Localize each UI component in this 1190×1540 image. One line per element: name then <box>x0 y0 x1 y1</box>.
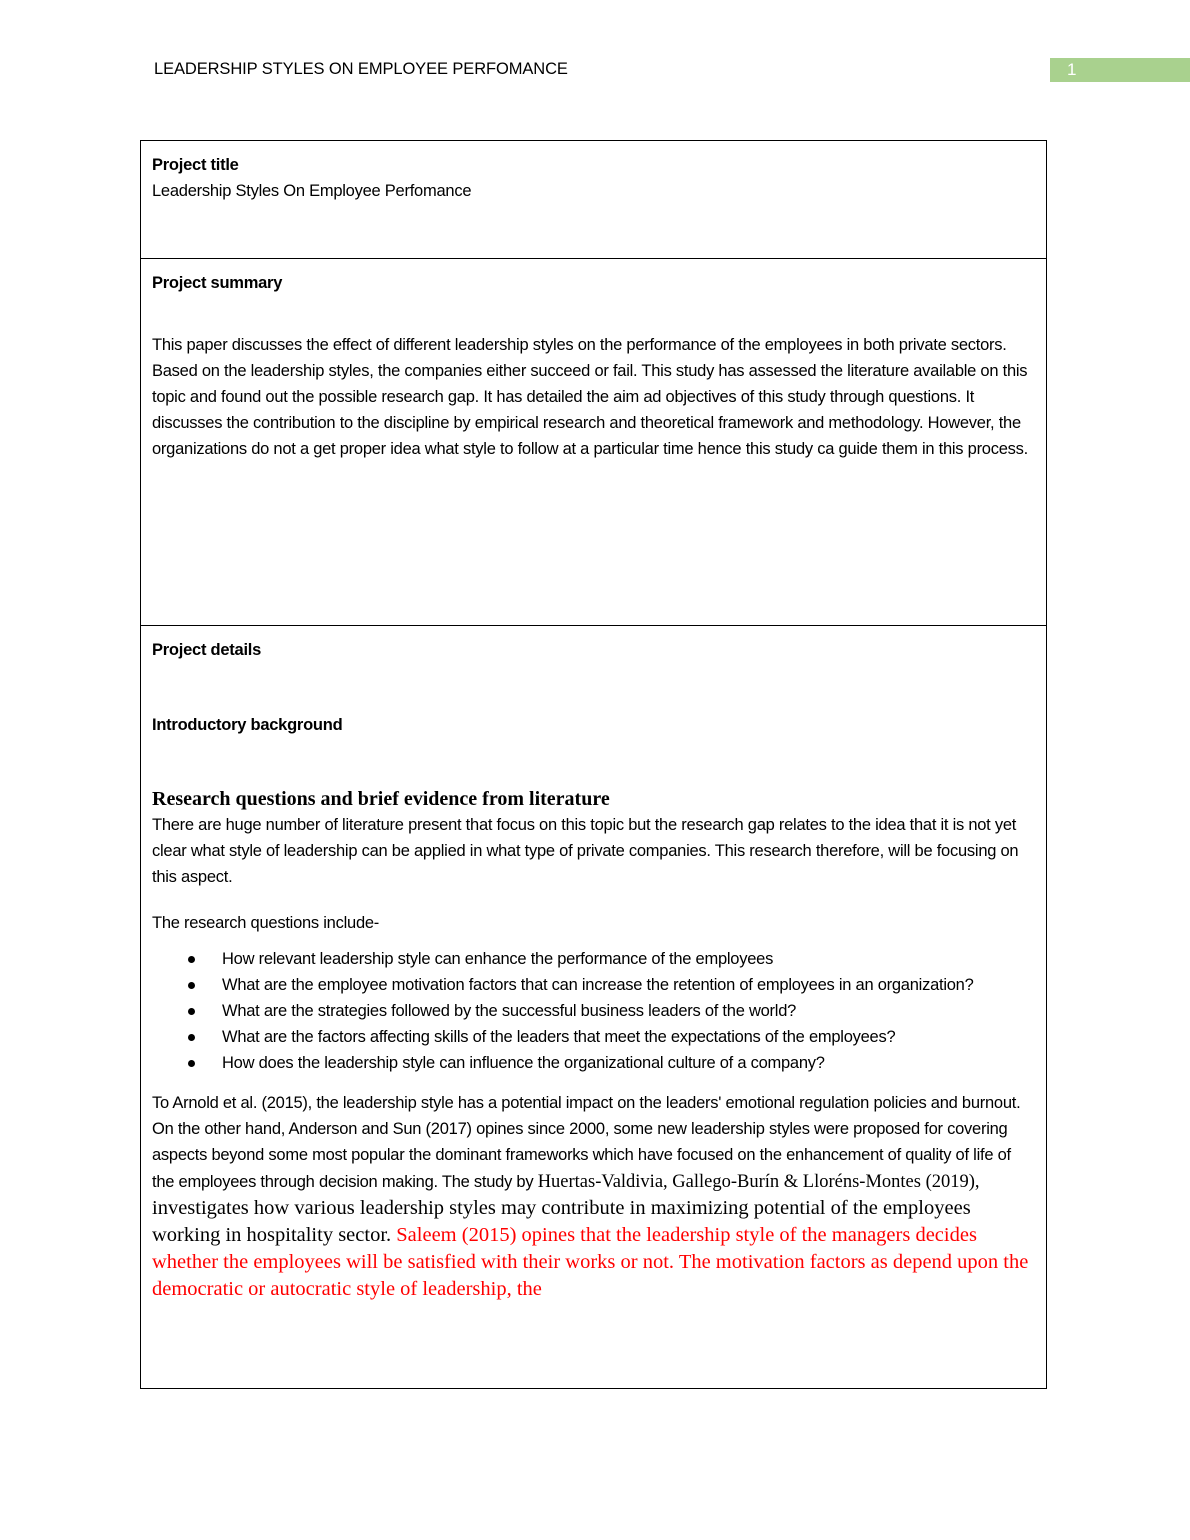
literature-text-red: Saleem (2015) opines that the leadership style of the managers decides whether the employees will be satisfied with their works or not. The motivation factors as depend upon the democratic or autocratic style of leadership, the <box>152 1224 1029 1300</box>
list-item: What are the employee motivation factors that can increase the retention of employees in an organization? <box>222 972 1036 998</box>
project-summary-label: Project summary <box>152 274 283 292</box>
project-summary-text: This paper discusses the effect of different leadership styles on the performance of the employees in both private sectors. Based on the leadership styles, the companies either succeed or fail. This study has assessed the literature available on this topic and found out the possible research gap. It has detailed the aim ad objectives of this study through questions. It discusses the contribution to the discipline by empirical research and theoretical framework and methodology. However, the organizations do not a get proper idea what style to follow at a particular time hence this study ca guide them in this process. <box>152 336 1028 458</box>
project-summary-cell <box>141 259 1047 626</box>
list-item: What are the factors affecting skills of the leaders that meet the expectations of the employees? <box>222 1024 1036 1050</box>
literature-citation: Huertas-Valdivia, Gallego-Burín & Lloréns-Montes (2019), <box>537 1172 980 1192</box>
list-item: How does the leadership style can influence the organizational culture of a company? <box>222 1050 1036 1076</box>
running-header: LEADERSHIP STYLES ON EMPLOYEE PERFOMANCE <box>154 60 568 78</box>
intro-background-heading: Introductory background <box>152 716 343 734</box>
project-details-cell <box>141 626 1047 1389</box>
literature-text-1: To Arnold et al. (2015), the leadership style has a potential impact on the leaders' emotional regulation policies and burnout. On the other hand, Anderson and Sun (2017) opines since 2000, some new leadership styles were proposed for covering aspects beyond some most popular the dominant frameworks which have focused on the enhancement of quality of life of the employees through decision making. The study by <box>152 1094 1021 1191</box>
project-title-cell <box>141 141 1047 259</box>
research-questions-intro: The research questions include- <box>152 914 380 932</box>
literature-text-2: investigates how various leadership styles may contribute in maximizing potential of the employees working in hospitality sector. <box>152 1197 971 1246</box>
project-title-label: Project title <box>152 156 239 174</box>
research-gap-text: There are huge number of literature present that focus on this topic but the research gap relates to the idea that it is not yet clear what style of leadership can be applied in what type of private companies. This research therefore, will be focusing on this aspect. <box>152 816 1019 886</box>
research-questions-list <box>152 946 1036 1076</box>
project-details-label: Project details <box>152 641 262 659</box>
page-number-badge <box>1050 58 1190 82</box>
project-table <box>140 140 1047 1389</box>
list-item: How relevant leadership style can enhance the performance of the employees <box>222 946 1036 972</box>
list-item: What are the strategies followed by the successful business leaders of the world? <box>222 998 1036 1024</box>
literature-paragraph <box>152 1090 1036 1303</box>
project-title-value: Leadership Styles On Employee Perfomance <box>152 182 472 200</box>
research-questions-heading: Research questions and brief evidence from literature <box>152 788 610 810</box>
page-number: 1 <box>1067 60 1077 79</box>
